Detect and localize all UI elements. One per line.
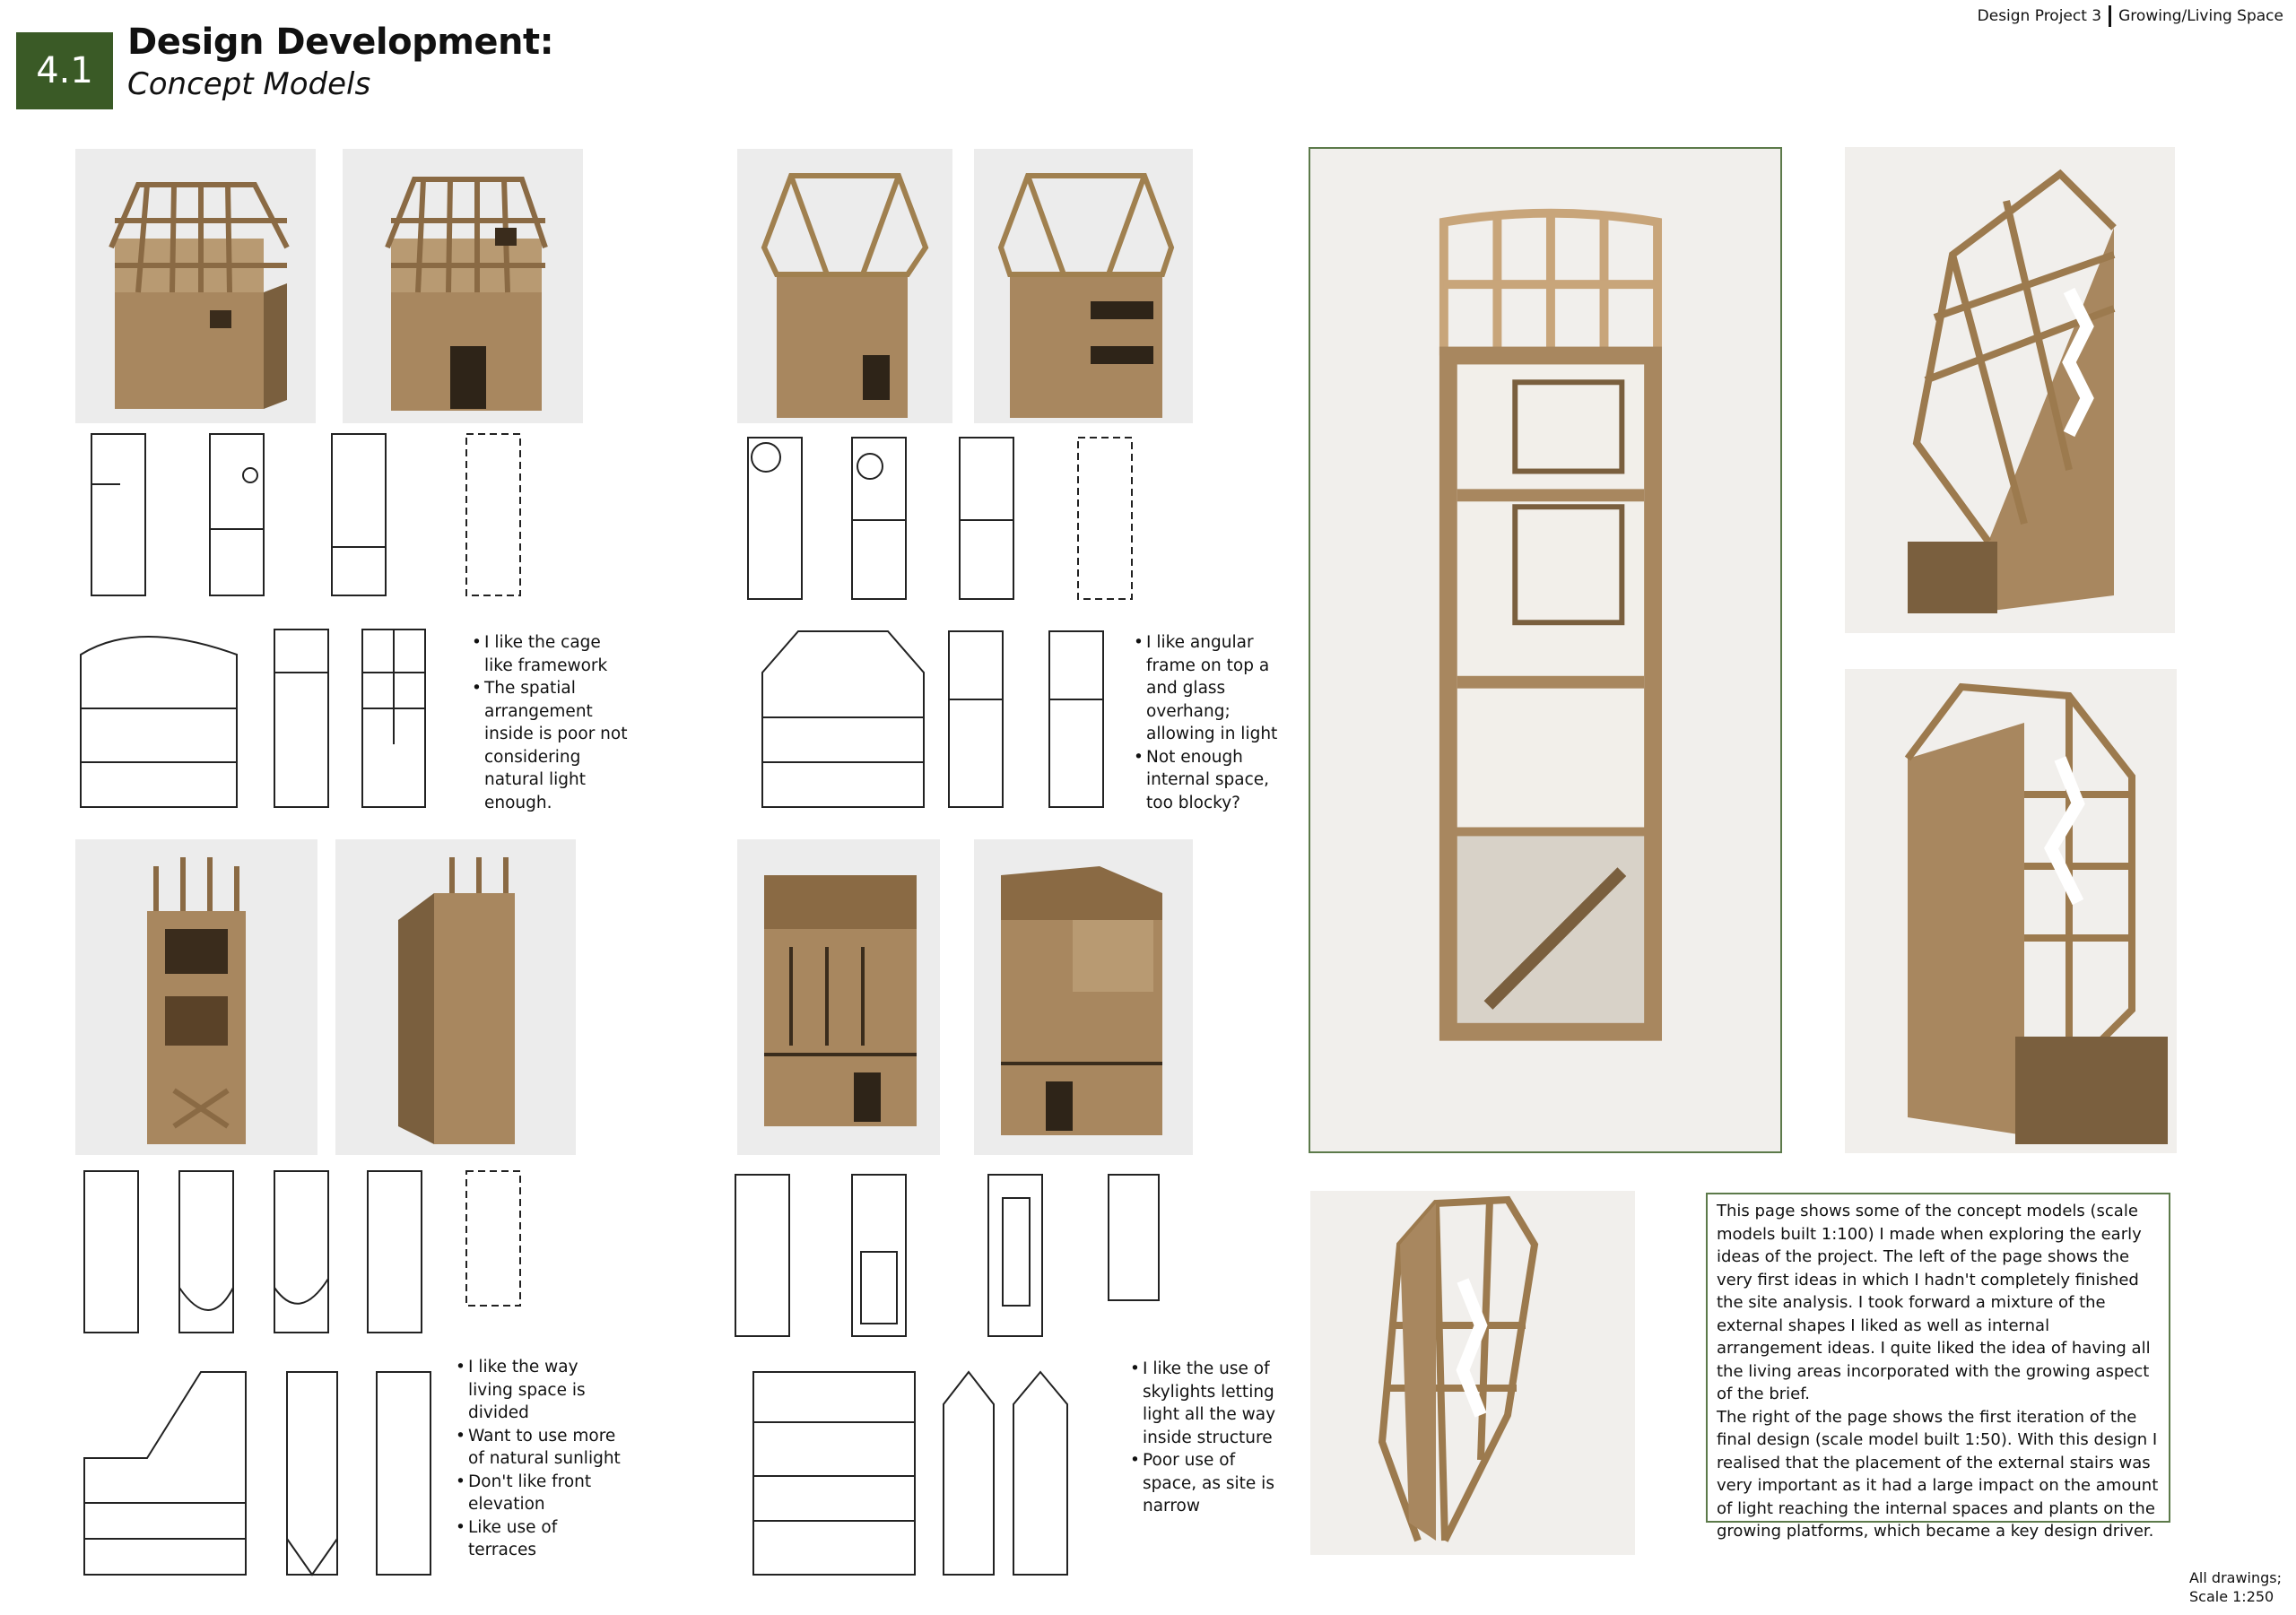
concept-3-sections-sketch bbox=[75, 1359, 452, 1584]
description-box bbox=[1706, 1193, 2170, 1541]
project-header bbox=[1978, 5, 2283, 27]
final-design-section-model-photo bbox=[1309, 147, 1782, 1153]
final-design-model-photo-bottom bbox=[1310, 1191, 1635, 1555]
project-name: Design Project 3 bbox=[1977, 7, 2102, 25]
note-item: • Like use of terraces bbox=[457, 1516, 623, 1562]
description-paragraph-2: The right of the page shows the first iteration of the final design (scale model built 1:50). With this design I realised that the placement of the external stairs was very important as it had a large impact on the amount of light reaching the internal spaces and plants on the growing platforms, which became a key design driver. bbox=[1717, 1407, 2159, 1541]
concept-model-3-photo-b bbox=[335, 839, 576, 1155]
page-subtitle: Concept Models bbox=[127, 66, 371, 102]
concept-1-floor-plans-sketch bbox=[75, 430, 587, 610]
note-item: • Poor use of space, as site is narrow bbox=[1132, 1449, 1289, 1518]
section-number: 4.1 bbox=[36, 50, 93, 91]
concept-3-floor-plans-sketch bbox=[75, 1162, 596, 1350]
concept-2-notes bbox=[1123, 631, 1288, 814]
note-item: • I like the cage like framework bbox=[474, 631, 631, 677]
note-item: • Want to use more of natural sunlight bbox=[457, 1425, 623, 1471]
concept-4-notes bbox=[1119, 1358, 1289, 1518]
note-item: • I like the use of skylights letting light all the way inside structure bbox=[1132, 1358, 1289, 1449]
description-paragraph-1: This page shows some of the concept models (scale models built 1:100) I made when exploring the early ideas of the project. The left of the page shows the very first ideas in which I hadn't completely finished the site analysis. I took forward a mixture of the external shapes I liked as well as internal arrangement ideas. I quite liked the idea of having all the living areas incorporated with the growing aspect of the brief. bbox=[1717, 1202, 2151, 1403]
header-divider bbox=[2109, 5, 2111, 27]
scale-note-line-1: All drawings; bbox=[2188, 1569, 2282, 1586]
note-item: • I like angular frame on top a and glass overhang; allowing in light bbox=[1135, 631, 1288, 746]
page-title: Design Development: bbox=[127, 22, 554, 63]
concept-1-sections-sketch bbox=[75, 619, 452, 816]
section-number-badge bbox=[16, 32, 113, 109]
concept-model-1-photo-b bbox=[343, 149, 583, 423]
note-item: • Not enough internal space, too blocky? bbox=[1135, 746, 1288, 815]
final-design-model-photo-middle bbox=[1845, 669, 2177, 1153]
final-design-model-photo-top bbox=[1845, 147, 2175, 633]
concept-model-2-photo-a bbox=[737, 149, 952, 423]
concept-model-2-photo-b bbox=[974, 149, 1193, 423]
concept-2-floor-plans-sketch bbox=[737, 430, 1204, 610]
note-item: • Don't like front elevation bbox=[457, 1471, 623, 1516]
concept-4-sections-sketch bbox=[744, 1359, 1094, 1584]
note-item: • The spatial arrangement inside is poor not considering natural light enough. bbox=[474, 677, 631, 814]
concept-2-sections-sketch bbox=[744, 619, 1130, 816]
concept-model-3-photo-a bbox=[75, 839, 317, 1155]
project-theme: Growing/Living Space bbox=[2118, 7, 2283, 25]
note-item: • I like the way living space is divided bbox=[457, 1356, 623, 1425]
concept-model-1-photo-a bbox=[75, 149, 316, 423]
scale-note-line-2: Scale 1:250 bbox=[2188, 1588, 2274, 1605]
concept-model-4-photo-b bbox=[974, 839, 1193, 1155]
scale-note bbox=[2189, 1568, 2282, 1606]
concept-4-floor-plans-sketch bbox=[718, 1162, 1166, 1350]
concept-1-notes bbox=[461, 631, 631, 814]
concept-3-notes bbox=[445, 1356, 623, 1562]
concept-model-4-photo-a bbox=[737, 839, 940, 1155]
